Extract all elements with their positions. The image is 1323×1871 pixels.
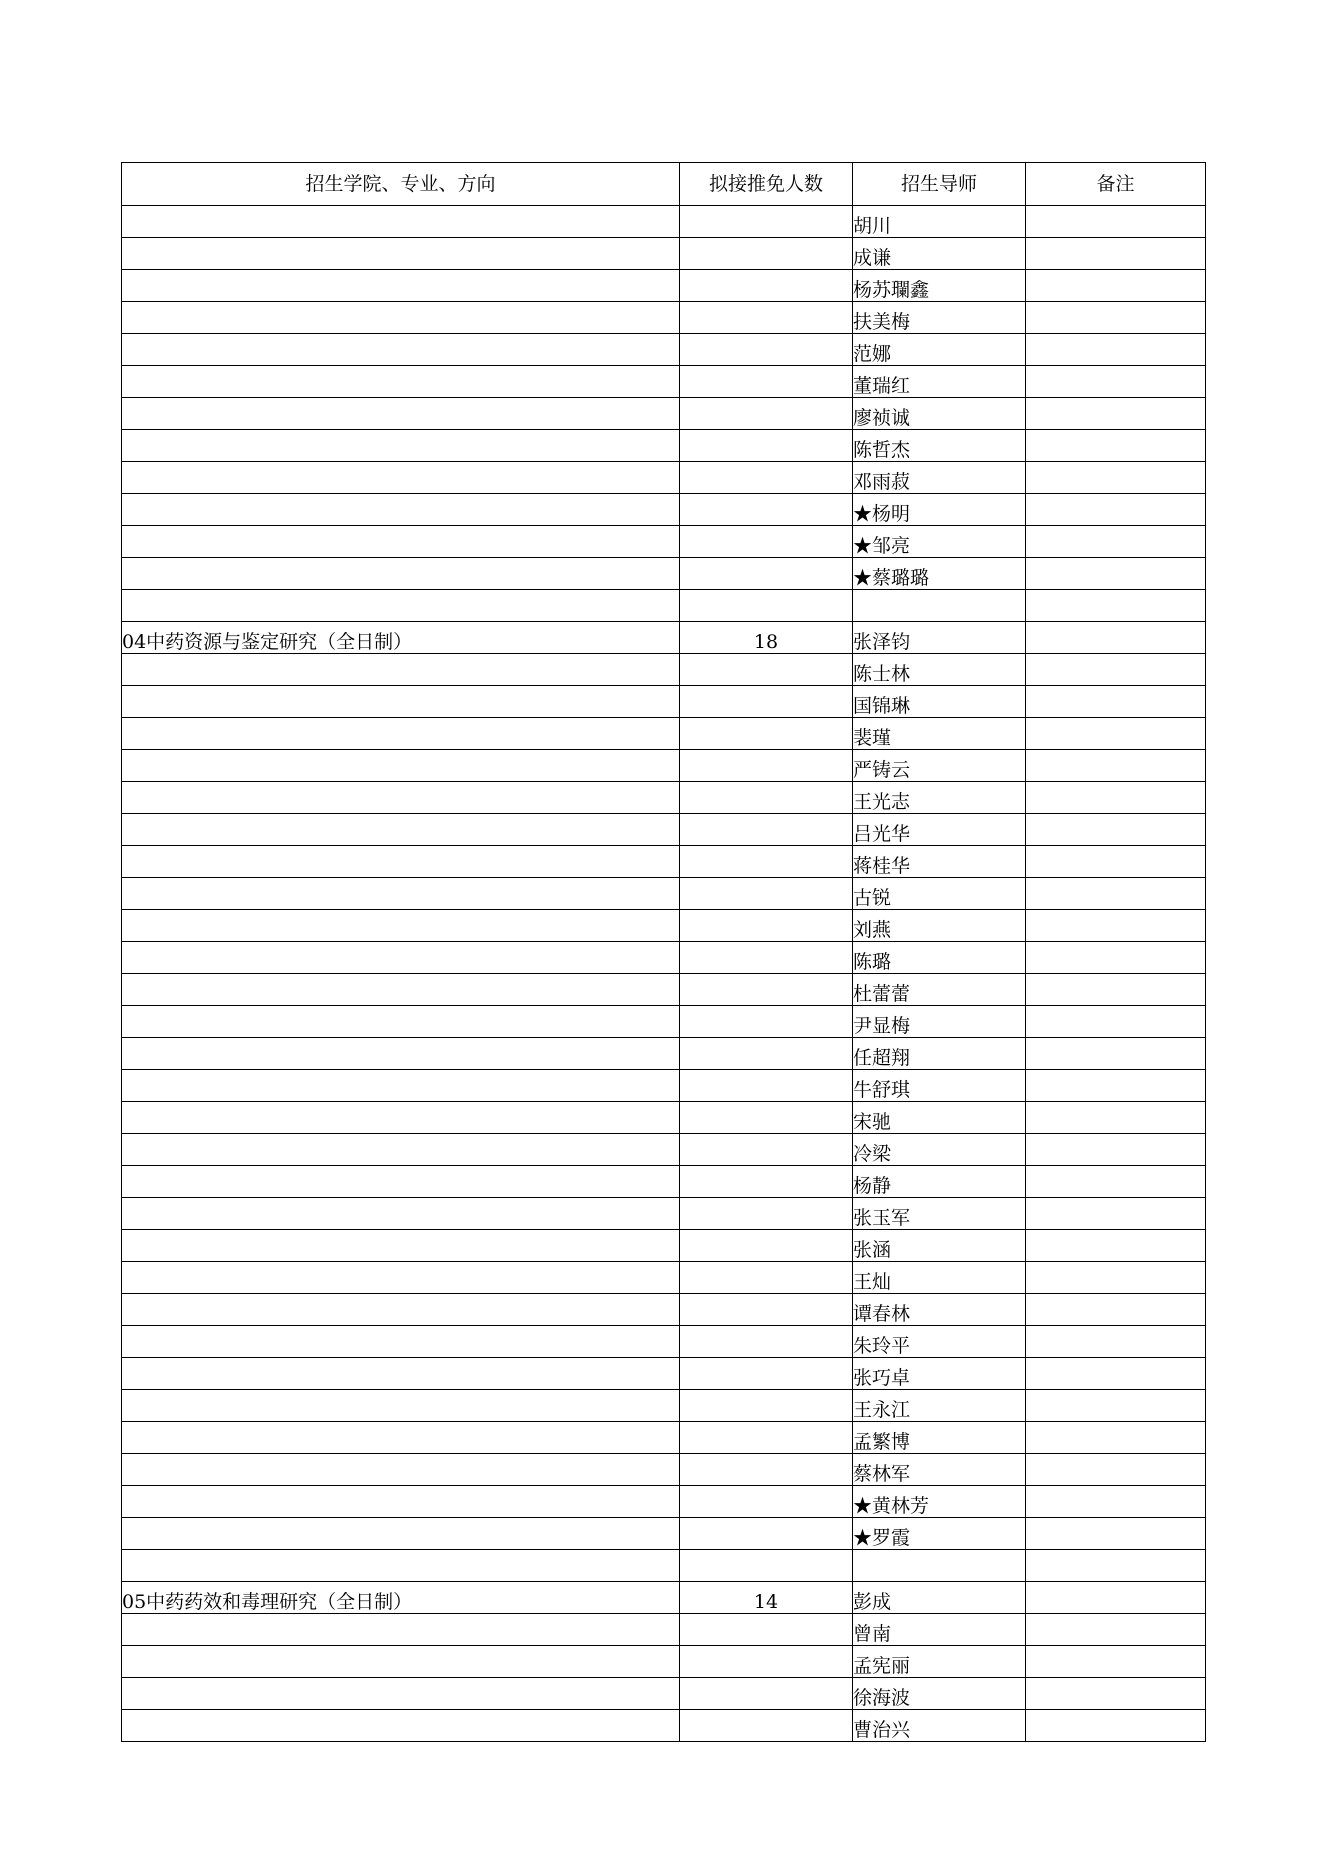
quota-cell (680, 494, 853, 526)
major-cell (122, 270, 680, 302)
major-cell (122, 686, 680, 718)
major-cell (122, 366, 680, 398)
quota-cell (680, 1038, 853, 1070)
table-row (122, 590, 1206, 622)
major-cell (122, 558, 680, 590)
major-cell (122, 1070, 680, 1102)
quota-cell (680, 686, 853, 718)
table-row (122, 1294, 1206, 1326)
tutor-cell: 裴瑾 (853, 718, 1026, 750)
note-cell (1026, 334, 1206, 366)
major-cell (122, 526, 680, 558)
tutor-cell: 张泽钧 (853, 622, 1026, 654)
tutor-cell: 蒋桂华 (853, 846, 1026, 878)
major-cell (122, 334, 680, 366)
tutor-cell: 严铸云 (853, 750, 1026, 782)
note-cell (1026, 1326, 1206, 1358)
table-row (122, 878, 1206, 910)
table-row (122, 910, 1206, 942)
note-cell (1026, 238, 1206, 270)
note-cell (1026, 1102, 1206, 1134)
quota-cell (680, 1614, 853, 1646)
major-cell (122, 1550, 680, 1582)
note-cell (1026, 270, 1206, 302)
quota-cell (680, 462, 853, 494)
table-row (122, 1358, 1206, 1390)
table-row (122, 462, 1206, 494)
table-row (122, 942, 1206, 974)
quota-cell (680, 270, 853, 302)
tutor-cell: 彭成 (853, 1582, 1026, 1614)
quota-cell (680, 302, 853, 334)
major-cell (122, 1422, 680, 1454)
tutor-cell: 陈璐 (853, 942, 1026, 974)
note-cell (1026, 846, 1206, 878)
table-row (122, 366, 1206, 398)
note-cell (1026, 462, 1206, 494)
tutor-cell: 尹显梅 (853, 1006, 1026, 1038)
quota-cell (680, 590, 853, 622)
note-cell (1026, 1038, 1206, 1070)
note-cell (1026, 1134, 1206, 1166)
quota-cell (680, 1102, 853, 1134)
note-cell (1026, 1294, 1206, 1326)
note-cell (1026, 750, 1206, 782)
table-row (122, 1102, 1206, 1134)
table-row (122, 558, 1206, 590)
major-cell (122, 1198, 680, 1230)
header-row (122, 163, 1206, 206)
table-body (122, 206, 1206, 1742)
table-row (122, 1326, 1206, 1358)
table-row (122, 1198, 1206, 1230)
major-cell (122, 814, 680, 846)
note-cell (1026, 1518, 1206, 1550)
major-cell (122, 1390, 680, 1422)
quota-cell (680, 1358, 853, 1390)
note-cell (1026, 1422, 1206, 1454)
quota-cell (680, 1710, 853, 1742)
quota-cell (680, 846, 853, 878)
table-row (122, 750, 1206, 782)
tutor-cell: 胡川 (853, 206, 1026, 238)
note-cell (1026, 590, 1206, 622)
quota-cell (680, 526, 853, 558)
tutor-cell: 董瑞红 (853, 366, 1026, 398)
quota-cell (680, 238, 853, 270)
quota-cell (680, 1294, 853, 1326)
tutor-cell: 王永江 (853, 1390, 1026, 1422)
table-row (122, 1646, 1206, 1678)
quota-cell (680, 750, 853, 782)
recommendation-table (121, 162, 1206, 1742)
quota-cell (680, 718, 853, 750)
note-cell (1026, 1582, 1206, 1614)
quota-cell (680, 1326, 853, 1358)
note-cell (1026, 1070, 1206, 1102)
tutor-cell: 扶美梅 (853, 302, 1026, 334)
major-cell (122, 782, 680, 814)
tutor-cell: 国锦琳 (853, 686, 1026, 718)
quota-cell (680, 654, 853, 686)
tutor-cell: 孟繁博 (853, 1422, 1026, 1454)
table-row (122, 1550, 1206, 1582)
table-row (122, 1038, 1206, 1070)
tutor-cell: ★罗霞 (853, 1518, 1026, 1550)
table-row (122, 1518, 1206, 1550)
tutor-cell: 徐海波 (853, 1678, 1026, 1710)
note-cell (1026, 1486, 1206, 1518)
tutor-cell: ★邹亮 (853, 526, 1026, 558)
header-note: 备注 (1026, 163, 1206, 206)
quota-cell (680, 1070, 853, 1102)
table-row (122, 782, 1206, 814)
table-row (122, 238, 1206, 270)
tutor-cell: 廖祯诚 (853, 398, 1026, 430)
note-cell (1026, 1358, 1206, 1390)
major-cell: 05中药药效和毒理研究（全日制） (122, 1582, 680, 1614)
quota-cell (680, 558, 853, 590)
tutor-cell: 张涵 (853, 1230, 1026, 1262)
tutor-cell: ★杨明 (853, 494, 1026, 526)
table-row (122, 1422, 1206, 1454)
major-cell (122, 1326, 680, 1358)
major-cell (122, 750, 680, 782)
note-cell (1026, 718, 1206, 750)
table-row (122, 1262, 1206, 1294)
major-cell (122, 430, 680, 462)
table-row (122, 654, 1206, 686)
table-row (122, 398, 1206, 430)
tutor-cell: ★蔡璐璐 (853, 558, 1026, 590)
tutor-cell: 冷梁 (853, 1134, 1026, 1166)
quota-cell (680, 1486, 853, 1518)
note-cell (1026, 878, 1206, 910)
major-cell (122, 1166, 680, 1198)
note-cell (1026, 1198, 1206, 1230)
major-cell (122, 462, 680, 494)
major-cell (122, 878, 680, 910)
note-cell (1026, 526, 1206, 558)
quota-cell (680, 1678, 853, 1710)
note-cell (1026, 974, 1206, 1006)
tutor-cell: ★黄林芳 (853, 1486, 1026, 1518)
note-cell (1026, 782, 1206, 814)
note-cell (1026, 1390, 1206, 1422)
table-header (122, 163, 1206, 206)
quota-cell (680, 1198, 853, 1230)
major-cell (122, 654, 680, 686)
note-cell (1026, 1166, 1206, 1198)
note-cell (1026, 1678, 1206, 1710)
quota-cell (680, 1646, 853, 1678)
quota-cell (680, 1518, 853, 1550)
major-cell (122, 302, 680, 334)
quota-cell (680, 1550, 853, 1582)
tutor-cell: 任超翔 (853, 1038, 1026, 1070)
table-row (122, 1006, 1206, 1038)
table-row (122, 1678, 1206, 1710)
quota-cell (680, 942, 853, 974)
table-row (122, 302, 1206, 334)
major-cell (122, 1038, 680, 1070)
quota-cell (680, 366, 853, 398)
major-cell (122, 494, 680, 526)
tutor-cell (853, 1550, 1026, 1582)
table-row (122, 270, 1206, 302)
note-cell (1026, 430, 1206, 462)
quota-cell (680, 1390, 853, 1422)
quota-cell (680, 430, 853, 462)
quota-cell: 14 (680, 1582, 853, 1614)
tutor-cell: 范娜 (853, 334, 1026, 366)
quota-cell (680, 1454, 853, 1486)
note-cell (1026, 686, 1206, 718)
major-cell (122, 1262, 680, 1294)
note-cell (1026, 1262, 1206, 1294)
quota-cell (680, 974, 853, 1006)
note-cell (1026, 1710, 1206, 1742)
note-cell (1026, 1614, 1206, 1646)
table-row (122, 1390, 1206, 1422)
major-cell (122, 1294, 680, 1326)
table-row (122, 846, 1206, 878)
quota-cell (680, 910, 853, 942)
quota-cell (680, 1006, 853, 1038)
tutor-cell: 曾南 (853, 1614, 1026, 1646)
tutor-cell: 张巧卓 (853, 1358, 1026, 1390)
major-cell: 04中药资源与鉴定研究（全日制） (122, 622, 680, 654)
tutor-cell: 杜蕾蕾 (853, 974, 1026, 1006)
tutor-cell: 杨静 (853, 1166, 1026, 1198)
major-cell (122, 910, 680, 942)
tutor-cell: 孟宪丽 (853, 1646, 1026, 1678)
tutor-cell: 邓雨菽 (853, 462, 1026, 494)
header-tutor: 招生导师 (853, 163, 1026, 206)
quota-cell (680, 878, 853, 910)
header-major: 招生学院、专业、方向 (122, 163, 680, 206)
note-cell (1026, 1230, 1206, 1262)
tutor-cell (853, 590, 1026, 622)
major-cell (122, 1102, 680, 1134)
quota-cell (680, 1422, 853, 1454)
table-row (122, 622, 1206, 654)
quota-cell (680, 334, 853, 366)
major-cell (122, 590, 680, 622)
tutor-cell: 成谦 (853, 238, 1026, 270)
tutor-cell: 蔡林军 (853, 1454, 1026, 1486)
note-cell (1026, 1646, 1206, 1678)
major-cell (122, 1710, 680, 1742)
note-cell (1026, 398, 1206, 430)
major-cell (122, 206, 680, 238)
tutor-cell: 杨苏瓓鑫 (853, 270, 1026, 302)
major-cell (122, 1134, 680, 1166)
quota-cell (680, 1262, 853, 1294)
major-cell (122, 1358, 680, 1390)
tutor-cell: 陈哲杰 (853, 430, 1026, 462)
major-cell (122, 1678, 680, 1710)
note-cell (1026, 1006, 1206, 1038)
tutor-cell: 王光志 (853, 782, 1026, 814)
major-cell (122, 1486, 680, 1518)
tutor-cell: 刘燕 (853, 910, 1026, 942)
tutor-cell: 王灿 (853, 1262, 1026, 1294)
note-cell (1026, 1550, 1206, 1582)
tutor-cell: 宋驰 (853, 1102, 1026, 1134)
major-cell (122, 1454, 680, 1486)
quota-cell (680, 398, 853, 430)
major-cell (122, 974, 680, 1006)
table-row (122, 1582, 1206, 1614)
tutor-cell: 牛舒琪 (853, 1070, 1026, 1102)
tutor-cell: 吕光华 (853, 814, 1026, 846)
note-cell (1026, 302, 1206, 334)
table-row (122, 686, 1206, 718)
table-row (122, 974, 1206, 1006)
quota-cell (680, 206, 853, 238)
major-cell (122, 942, 680, 974)
table-row (122, 334, 1206, 366)
table-row (122, 206, 1206, 238)
table-row (122, 1166, 1206, 1198)
tutor-cell: 曹治兴 (853, 1710, 1026, 1742)
major-cell (122, 1006, 680, 1038)
quota-cell (680, 814, 853, 846)
major-cell (122, 718, 680, 750)
table-row (122, 494, 1206, 526)
major-cell (122, 1518, 680, 1550)
tutor-cell: 张玉军 (853, 1198, 1026, 1230)
tutor-cell: 陈士林 (853, 654, 1026, 686)
quota-cell: 18 (680, 622, 853, 654)
table-row (122, 1614, 1206, 1646)
note-cell (1026, 206, 1206, 238)
quota-cell (680, 782, 853, 814)
major-cell (122, 1614, 680, 1646)
quota-cell (680, 1230, 853, 1262)
major-cell (122, 1646, 680, 1678)
table-row (122, 1710, 1206, 1742)
note-cell (1026, 942, 1206, 974)
note-cell (1026, 910, 1206, 942)
note-cell (1026, 622, 1206, 654)
table-row (122, 526, 1206, 558)
table-row (122, 1134, 1206, 1166)
table-row (122, 430, 1206, 462)
tutor-cell: 朱玲平 (853, 1326, 1026, 1358)
tutor-cell: 谭春林 (853, 1294, 1026, 1326)
major-cell (122, 398, 680, 430)
note-cell (1026, 494, 1206, 526)
header-quota: 拟接推免人数 (680, 163, 853, 206)
quota-cell (680, 1134, 853, 1166)
major-cell (122, 238, 680, 270)
table-row (122, 1230, 1206, 1262)
table-row (122, 1454, 1206, 1486)
tutor-cell: 古锐 (853, 878, 1026, 910)
major-cell (122, 1230, 680, 1262)
note-cell (1026, 814, 1206, 846)
table-row (122, 1070, 1206, 1102)
table-row (122, 718, 1206, 750)
note-cell (1026, 558, 1206, 590)
table-row (122, 814, 1206, 846)
table-row (122, 1486, 1206, 1518)
note-cell (1026, 654, 1206, 686)
major-cell (122, 846, 680, 878)
note-cell (1026, 366, 1206, 398)
note-cell (1026, 1454, 1206, 1486)
quota-cell (680, 1166, 853, 1198)
